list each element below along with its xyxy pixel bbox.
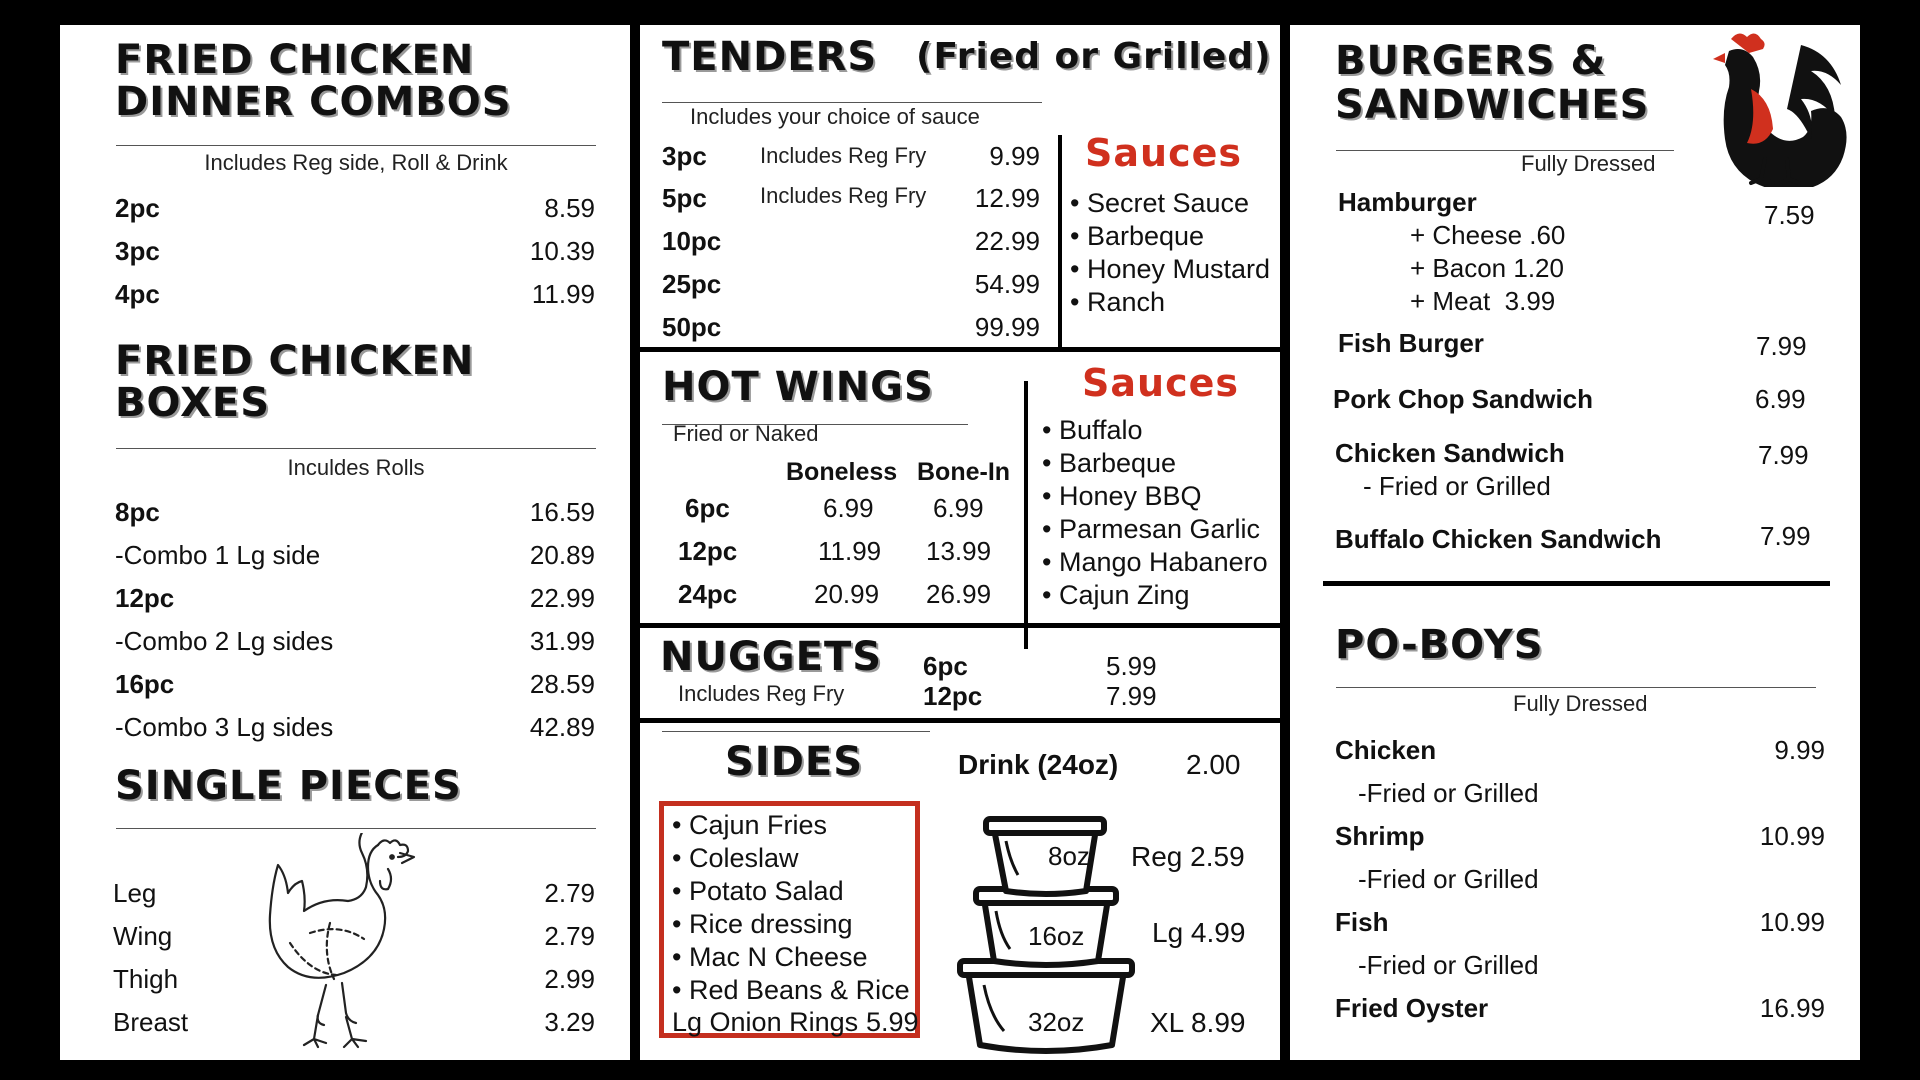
chicken-sandwich-price: 7.99 xyxy=(1758,440,1809,470)
side-item: • Rice dressing xyxy=(672,908,910,941)
wings-sauce-item: • Parmesan Garlic xyxy=(1042,513,1268,546)
combo-2pc-label: 2pc xyxy=(115,193,160,223)
wings-6pc-label: 6pc xyxy=(685,493,730,523)
single-breast-price: 3.29 xyxy=(544,1007,595,1037)
wings-24pc-label: 24pc xyxy=(678,579,738,609)
tenders-sauce-item: • Secret Sauce xyxy=(1070,187,1270,220)
wings-col-boneless: Boneless xyxy=(786,458,898,486)
size-lg-price: Lg 4.99 xyxy=(1152,917,1246,948)
pork-chop-label: Pork Chop Sandwich xyxy=(1333,384,1594,414)
tenders-title: TENDERS xyxy=(662,34,878,80)
tenders-subtitle: (Fried or Grilled) xyxy=(916,36,1272,77)
boxes-title-line1: FRIED CHICKEN xyxy=(115,338,475,384)
box-16pc-label: 16pc xyxy=(115,669,175,699)
tenders-10pc-price: 22.99 xyxy=(974,226,1040,256)
poboy-oyster-price: 16.99 xyxy=(1759,993,1825,1023)
burgers-title-line2: SANDWICHES xyxy=(1335,82,1650,128)
addon-cheese: + Cheese .60 xyxy=(1410,220,1566,250)
poboy-chicken-price: 9.99 xyxy=(1774,735,1825,765)
combos-title-line1: FRIED CHICKEN xyxy=(115,37,475,83)
wings-6pc-bonein: 6.99 xyxy=(933,493,984,523)
wings-title: HOT WINGS xyxy=(662,364,934,410)
single-thigh-price: 2.99 xyxy=(544,964,595,994)
drink-label: Drink (24oz) xyxy=(958,749,1119,780)
tenders-rule xyxy=(662,102,1042,103)
tenders-10pc-label: 10pc xyxy=(662,226,722,256)
poboy-oyster-label: Fried Oyster xyxy=(1335,993,1489,1023)
wings-sauce-list xyxy=(1042,414,1268,612)
burgers-note: Fully Dressed xyxy=(1521,151,1656,176)
poboy-chicken-label: Chicken xyxy=(1335,735,1437,765)
sides-rule xyxy=(662,731,930,732)
tenders-25pc-price: 54.99 xyxy=(974,269,1040,299)
nuggets-12pc-price: 7.99 xyxy=(1106,681,1157,711)
poboy-chicken-sub: -Fried or Grilled xyxy=(1358,778,1539,808)
poboy-fish-label: Fish xyxy=(1335,907,1389,937)
boxes-note: Inculdes Rolls xyxy=(287,455,425,480)
tenders-sauce-item: • Ranch xyxy=(1070,286,1270,319)
sides-list xyxy=(672,809,910,1007)
box-8pc-price: 16.59 xyxy=(529,497,595,527)
single-thigh-label: Thigh xyxy=(113,964,179,994)
chicken-sandwich-sub: - Fried or Grilled xyxy=(1363,471,1551,501)
tenders-sauce-item: • Barbeque xyxy=(1070,220,1270,253)
poboy-fish-price: 10.99 xyxy=(1759,907,1825,937)
box-combo1-price: 20.89 xyxy=(529,540,595,570)
single-pieces-rule xyxy=(116,828,596,829)
poboy-fish-sub: -Fried or Grilled xyxy=(1358,950,1539,980)
side-item: • Mac N Cheese xyxy=(672,941,910,974)
box-combo1-label: -Combo 1 Lg side xyxy=(115,540,321,570)
poboy-shrimp-label: Shrimp xyxy=(1335,821,1425,851)
box-8pc-label: 8pc xyxy=(115,497,160,527)
tenders-5pc-desc: Includes Reg Fry xyxy=(760,183,927,208)
tenders-50pc-price: 99.99 xyxy=(974,312,1040,342)
pork-chop-price: 6.99 xyxy=(1755,384,1806,414)
tenders-sauce-list xyxy=(1070,187,1270,319)
size-32oz-label: 32oz xyxy=(1028,1007,1085,1037)
middle-panel xyxy=(640,25,1280,1060)
hamburger-price: 7.59 xyxy=(1764,200,1815,230)
side-item: • Potato Salad xyxy=(672,875,910,908)
poboys-note: Fully Dressed xyxy=(1513,691,1648,716)
single-leg-price: 2.79 xyxy=(544,878,595,908)
combos-title-line2: DINNER COMBOS xyxy=(115,79,512,125)
single-wing-label: Wing xyxy=(113,921,173,951)
chicken-sandwich-label: Chicken Sandwich xyxy=(1335,438,1565,468)
burgers-poboys-divider xyxy=(1323,581,1830,586)
rooster-logo-icon xyxy=(1705,31,1853,187)
burgers-title-line1: BURGERS & xyxy=(1335,38,1607,84)
size-xl-price: XL 8.99 xyxy=(1150,1007,1246,1038)
single-breast-label: Breast xyxy=(113,1007,189,1037)
tenders-sauces-title: Sauces xyxy=(1085,131,1242,175)
fish-burger-label: Fish Burger xyxy=(1338,328,1484,358)
buffalo-sandwich-price: 7.99 xyxy=(1760,521,1811,551)
box-12pc-label: 12pc xyxy=(115,583,175,613)
combo-3pc-label: 3pc xyxy=(115,236,160,266)
single-pieces-title: SINGLE PIECES xyxy=(115,763,462,809)
size-8oz-label: 8oz xyxy=(1048,841,1090,871)
nuggets-12pc-label: 12pc xyxy=(923,681,983,711)
box-combo3-label: -Combo 3 Lg sides xyxy=(115,712,334,742)
tenders-3pc-label: 3pc xyxy=(662,141,707,171)
combo-3pc-price: 10.39 xyxy=(529,236,595,266)
nuggets-6pc-price: 5.99 xyxy=(1106,651,1157,681)
nuggets-6pc-label: 6pc xyxy=(923,651,968,681)
wings-12pc-boneless: 11.99 xyxy=(818,536,882,566)
poboy-shrimp-price: 10.99 xyxy=(1759,821,1825,851)
tenders-3pc-desc: Includes Reg Fry xyxy=(760,143,927,168)
wings-24pc-bonein: 26.99 xyxy=(926,579,992,609)
combos-note: Includes Reg side, Roll & Drink xyxy=(204,150,508,175)
combo-2pc-price: 8.59 xyxy=(544,193,595,223)
poboys-rule xyxy=(1336,687,1816,688)
hamburger-label: Hamburger xyxy=(1338,187,1477,217)
wings-sauces-title: Sauces xyxy=(1082,361,1239,405)
right-panel xyxy=(1290,25,1860,1060)
box-combo2-label: -Combo 2 Lg sides xyxy=(115,626,334,656)
wings-sauce-item: • Honey BBQ xyxy=(1042,480,1268,513)
combo-4pc-label: 4pc xyxy=(115,279,160,309)
tenders-5pc-label: 5pc xyxy=(662,183,707,213)
tenders-sauce-divider xyxy=(1058,135,1062,347)
box-16pc-price: 28.59 xyxy=(529,669,595,699)
chicken-outline-icon xyxy=(260,833,440,1055)
wings-24pc-boneless: 20.99 xyxy=(814,579,880,609)
wings-sauce-divider xyxy=(1024,381,1028,649)
addon-bacon: + Bacon 1.20 xyxy=(1410,253,1564,283)
wings-sauce-item: • Cajun Zing xyxy=(1042,579,1268,612)
fish-burger-price: 7.99 xyxy=(1756,331,1807,361)
box-combo3-price: 42.89 xyxy=(529,712,595,742)
onion-rings-price: 5.99 xyxy=(866,1007,919,1037)
single-wing-price: 2.79 xyxy=(544,921,595,951)
wings-sauce-item: • Barbeque xyxy=(1042,447,1268,480)
combos-rule xyxy=(116,145,596,146)
box-combo2-price: 31.99 xyxy=(529,626,595,656)
wings-nuggets-divider xyxy=(640,623,1280,628)
wings-col-bonein: Bone-In xyxy=(917,458,1011,486)
addon-meat: + Meat 3.99 xyxy=(1410,286,1556,316)
tenders-wings-divider xyxy=(640,347,1280,352)
tenders-5pc-price: 12.99 xyxy=(974,183,1040,213)
box-12pc-price: 22.99 xyxy=(529,583,595,613)
wings-12pc-label: 12pc xyxy=(678,536,738,566)
sides-title: SIDES xyxy=(725,739,864,785)
combo-4pc-price: 11.99 xyxy=(531,279,595,309)
nuggets-note: Includes Reg Fry xyxy=(678,681,845,706)
wings-6pc-boneless: 6.99 xyxy=(823,493,874,523)
boxes-rule xyxy=(116,448,596,449)
wings-note: Fried or Naked xyxy=(673,421,819,446)
tenders-50pc-label: 50pc xyxy=(662,312,722,342)
nuggets-sides-divider xyxy=(640,718,1280,723)
buffalo-sandwich-label: Buffalo Chicken Sandwich xyxy=(1335,524,1662,554)
poboy-shrimp-sub: -Fried or Grilled xyxy=(1358,864,1539,894)
nuggets-title: NUGGETS xyxy=(660,634,883,680)
poboys-title: PO-BOYS xyxy=(1335,622,1544,668)
wings-sauce-item: • Mango Habanero xyxy=(1042,546,1268,579)
single-leg-label: Leg xyxy=(113,878,157,908)
onion-rings-label: Lg Onion Rings xyxy=(672,1007,859,1037)
side-item: • Red Beans & Rice xyxy=(672,974,910,1007)
tenders-note: Includes your choice of sauce xyxy=(690,104,980,129)
size-16oz-label: 16oz xyxy=(1028,921,1085,951)
tenders-25pc-label: 25pc xyxy=(662,269,722,299)
drink-price: 2.00 xyxy=(1186,749,1241,780)
size-reg-price: Reg 2.59 xyxy=(1131,841,1245,872)
side-item: • Cajun Fries xyxy=(672,809,910,842)
boxes-title-line2: BOXES xyxy=(115,380,271,426)
tenders-sauce-item: • Honey Mustard xyxy=(1070,253,1270,286)
wings-12pc-bonein: 13.99 xyxy=(926,536,992,566)
tenders-3pc-price: 9.99 xyxy=(989,141,1040,171)
left-panel xyxy=(60,25,630,1060)
wings-sauce-item: • Buffalo xyxy=(1042,414,1268,447)
side-item: • Coleslaw xyxy=(672,842,910,875)
